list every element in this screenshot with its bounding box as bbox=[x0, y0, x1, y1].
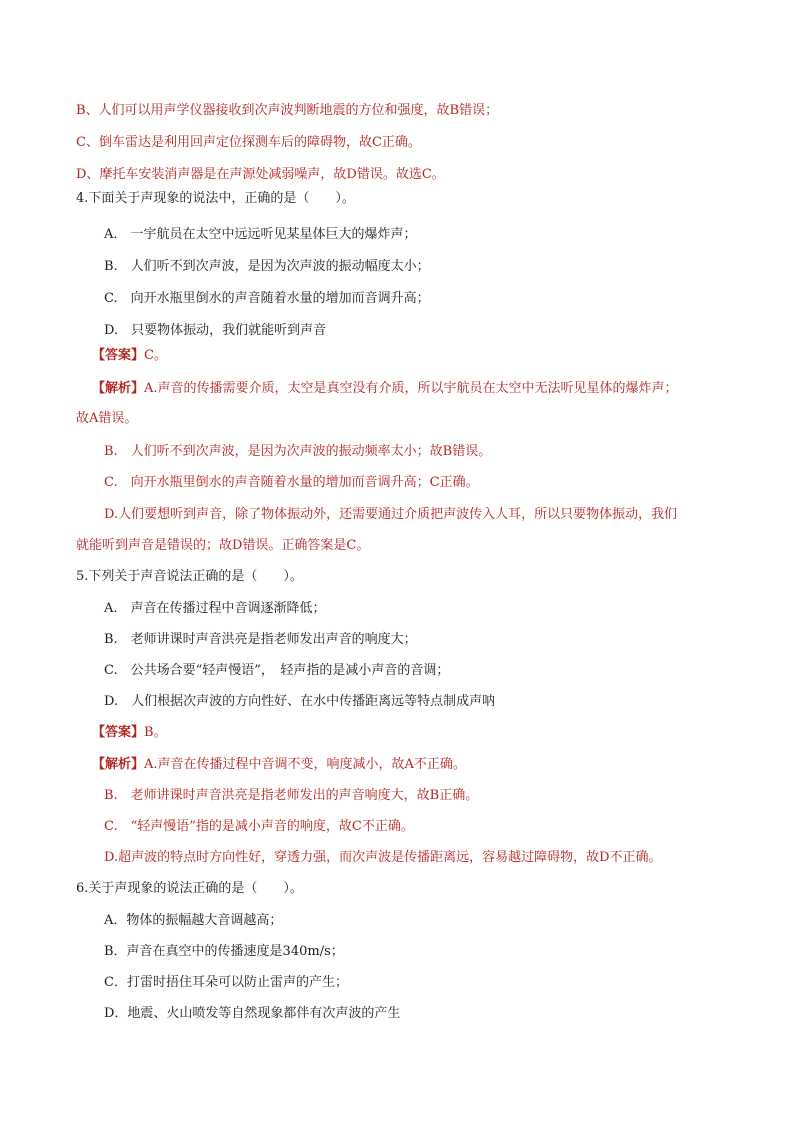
q4-option-d: D. 只要物体振动，我们就能听到声音 bbox=[104, 323, 327, 338]
q5-answer-value: B。 bbox=[144, 725, 167, 740]
q4-analysis-tag: 【解析】 bbox=[92, 381, 145, 396]
q4-stem: 4.下面关于声现象的说法中，正确的是（ ）。 bbox=[76, 191, 355, 206]
q5-analysis-c: C. “轻声慢语”指的是减小声音的响度，故C不正确。 bbox=[104, 819, 414, 834]
q5-stem: 5.下列关于声音说法正确的是（ ）。 bbox=[76, 569, 303, 584]
q5-option-d: D. 人们根据次声波的方向性好、在水中传播距离远等特点制成声呐 bbox=[104, 694, 496, 709]
q3-option-b-analysis: B、人们可以用声学仪器接收到次声波判断地震的方位和强度，故B错误； bbox=[76, 103, 499, 118]
q5-option-c: C. 公共场合要“轻声慢语”， 轻声指的是减小声音的音调； bbox=[104, 663, 450, 678]
q5-option-a: A. 声音在传播过程中音调逐渐降低； bbox=[104, 601, 326, 616]
q4-analysis-d: D.人们要想听到声音，除了物体振动外，还需要通过介质把声波传入人耳，所以只要物体振动，我们 bbox=[104, 507, 678, 522]
q6-stem: 6.关于声现象的说法正确的是（ ）。 bbox=[76, 881, 303, 896]
q6-option-d: D．地震、火山喷发等自然现象都伴有次声波的产生 bbox=[104, 1006, 401, 1021]
q5-analysis-tag: 【解析】 bbox=[92, 757, 145, 772]
q4-option-a: A. 一宇航员在太空中远远听见某星体巨大的爆炸声； bbox=[104, 227, 417, 242]
q3-option-c-analysis: C、倒车雷达是利用回声定位探测车后的障碍物，故C正确。 bbox=[76, 135, 421, 150]
q4-analysis-c: C. 向开水瓶里倒水的声音随着水量的增加而音调升高；C正确。 bbox=[104, 475, 479, 490]
q4-analysis-a: 【解析】A.声音的传播需要介质，太空是真空没有介质，所以宇航员在太空中无法听见星体的爆炸声； bbox=[92, 381, 678, 396]
q4-option-b: B. 人们听不到次声波，是因为次声波的振动幅度太小； bbox=[104, 259, 430, 274]
q6-option-a: A．物体的振幅越大音调越高； bbox=[104, 913, 283, 928]
q4-answer bbox=[92, 347, 167, 365]
q4-analysis-b: B. 人们听不到次声波，是因为次声波的振动频率太小；故B错误。 bbox=[104, 444, 492, 459]
q4-answer-value: C。 bbox=[144, 348, 167, 363]
q4-analysis-d-cont: 就能听到声音是错误的；故D错误。正确答案是C。 bbox=[76, 538, 370, 553]
q4-analysis-a-cont: 故A错误。 bbox=[76, 411, 138, 426]
q5-option-b: B. 老师讲课时声音洪亮是指老师发出声音的响度大； bbox=[104, 632, 417, 647]
q5-analysis-b: B. 老师讲课时声音洪亮是指老师发出的声音响度大，故B正确。 bbox=[104, 788, 479, 803]
q6-option-c: C．打雷时捂住耳朵可以防止雷声的产生； bbox=[104, 975, 348, 990]
q3-option-d-analysis: D、摩托车安装消声器是在声源处减弱噪声，故D错误。故选C。 bbox=[76, 167, 445, 182]
q4-option-c: C. 向开水瓶里倒水的声音随着水量的增加而音调升高； bbox=[104, 291, 430, 306]
q4-answer-tag: 【答案】 bbox=[92, 348, 145, 363]
q6-option-b: B．声音在真空中的传播速度是340m/s； bbox=[104, 944, 344, 959]
q5-answer bbox=[92, 724, 167, 742]
q5-answer-tag: 【答案】 bbox=[92, 725, 145, 740]
q5-analysis-d: D.超声波的特点时方向性好，穿透力强，而次声波是传播距离远，容易越过障碍物，故D不正确。 bbox=[104, 850, 662, 865]
q5-analysis-a: 【解析】A.声音在传播过程中音调不变，响度减小，故A不正确。 bbox=[92, 757, 466, 772]
